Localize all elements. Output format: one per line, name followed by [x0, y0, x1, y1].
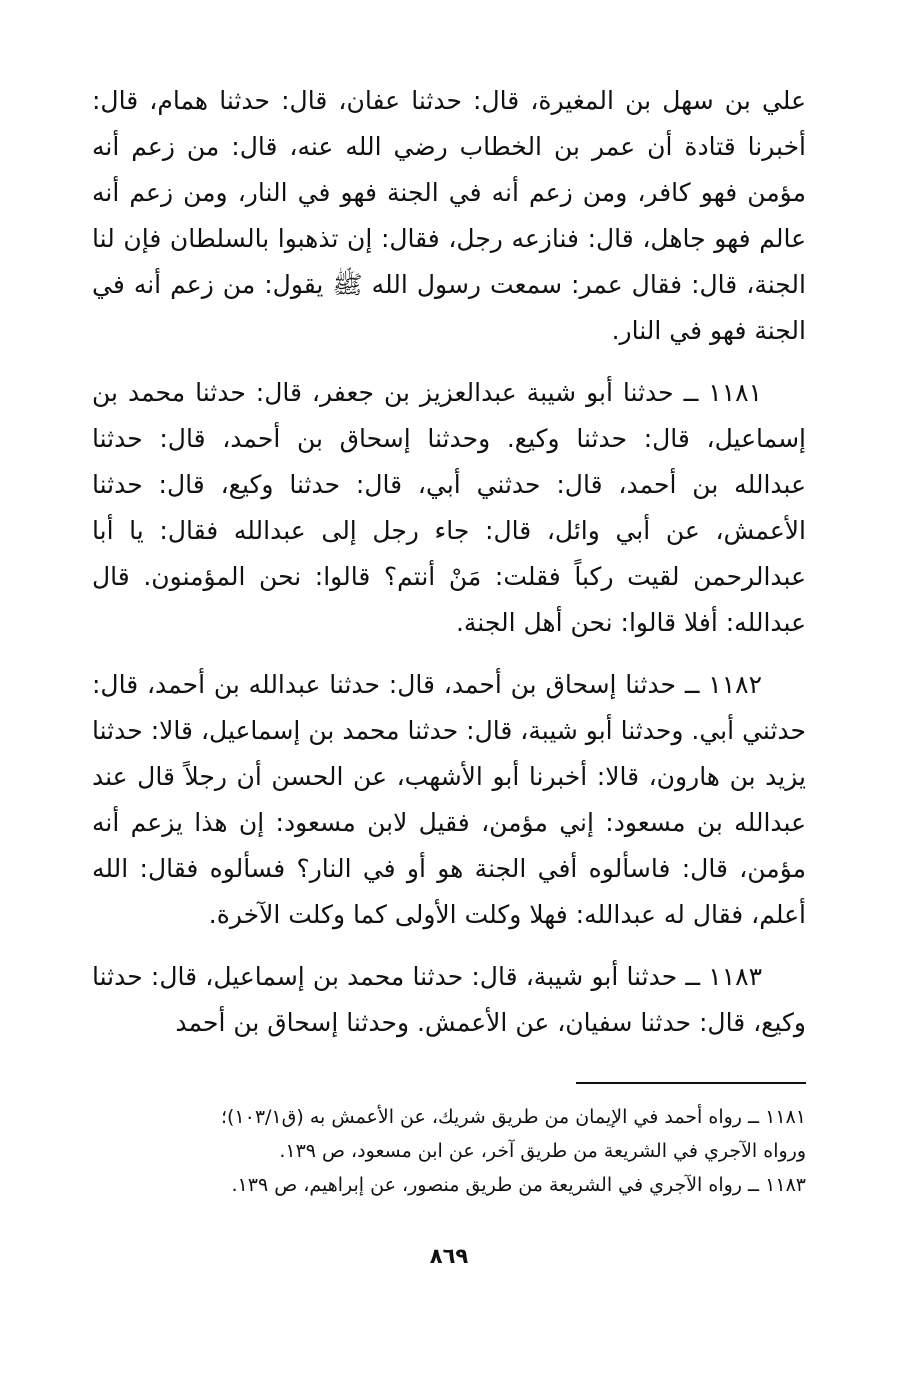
footnotes [92, 1100, 806, 1202]
hadith-1181: ١١٨١ ــ حدثنا أبو شيبة عبدالعزيز بن جعفر، قال: حدثنا محمد بن إسماعيل، قال: حدثنا وكيع. وحدثنا إسحاق بن أحمد، قال: حدثنا عبدالله بن أحمد، قال: حدثني أبي، قال: حدثنا وكيع، قال: حدثنا الأعمش، عن أبي وائل، قال: جاء رجل إلى عبدالله فقال: يا أبا عبدالرحمن لقيت ركباً فقلت: مَنْ أنتم؟ قالوا: نحن المؤمنون. قال عبدالله: أفلا قالوا: نحن أهل الجنة. [92, 378, 806, 637]
book-page [92, 78, 806, 1338]
paragraph-continued: علي بن سهل بن المغيرة، قال: حدثنا عفان، قال: حدثنا همام، قال: أخبرنا قتادة أن عمر بن الخطاب رضي الله عنه، قال: من زعم أنه مؤمن فهو كافر، ومن زعم أنه في الجنة فهو في النار، ومن زعم أنه عالم فهو جاهل، قال: فنازعه رجل، فقال: إن تذهبوا بالسلطان فإن لنا الجنة، قال: فقال عمر: سمعت رسول الله ﷺ يقول: من زعم أنه في الجنة فهو في النار. [92, 86, 806, 345]
hadith-1182: ١١٨٢ ــ حدثنا إسحاق بن أحمد، قال: حدثنا عبدالله بن أحمد، قال: حدثني أبي. وحدثنا أبو شيبة، قال: حدثنا محمد بن إسماعيل، قالا: حدثنا يزيد بن هارون، قالا: أخبرنا أبو الأشهب، عن الحسن أن رجلاً قال عند عبدالله بن مسعود: إني مؤمن، فقيل لابن مسعود: إن هذا يزعم أنه مؤمن، قال: فاسألوه أفي الجنة هو أو في النار؟ فسألوه فقال: الله أعلم، فقال له عبدالله: فهلا وكلت الأولى كما وكلت الآخرة. [92, 670, 806, 929]
footnote-1183: ١١٨٣ ــ رواه الآجري في الشريعة من طريق منصور، عن إبراهيم، ص ١٣٩. [231, 1174, 806, 1196]
footnote-1181: ١١٨١ ــ رواه أحمد في الإيمان من طريق شريك، عن الأعمش به (ق١٠٣/١)؛ [220, 1106, 806, 1128]
page-number: ٨٦٩ [429, 1244, 469, 1268]
footnote-1181-continued: ورواه الآجري في الشريعة من طريق آخر، عن ابن مسعود، ص ١٣٩. [279, 1140, 806, 1162]
footnote-divider [576, 1082, 806, 1084]
hadith-1183: ١١٨٣ ــ حدثنا أبو شيبة، قال: حدثنا محمد بن إسماعيل، قال: حدثنا وكيع، قال: حدثنا سفيان، عن الأعمش. وحدثنا إسحاق بن أحمد [92, 962, 806, 1037]
